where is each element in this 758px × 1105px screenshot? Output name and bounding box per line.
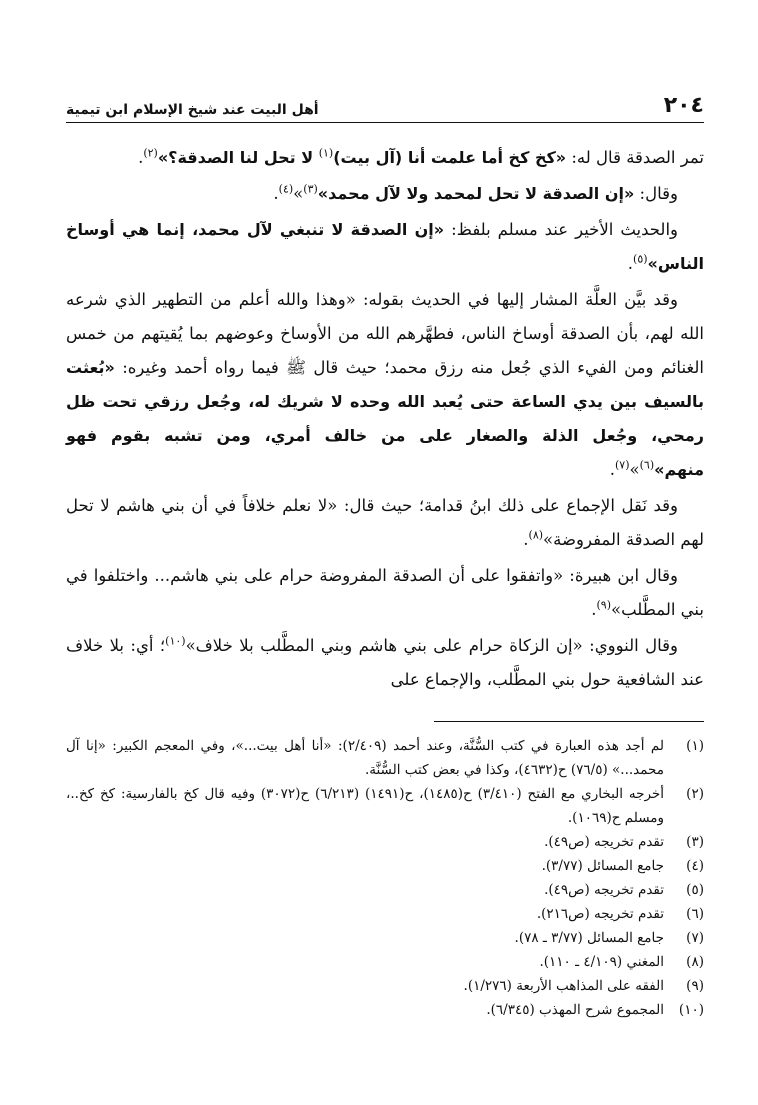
text-run: والحديث الأخير عند مسلم بلفظ: — [444, 220, 679, 239]
footnote-text: جامع المسائل (٣/٧٧). — [541, 858, 664, 874]
footnote — [66, 830, 704, 854]
footnote-ref: (٣) — [303, 182, 318, 196]
hadith-quote: «إن الصدقة لا تنبغي لآل محمد، إنما هي أوساخ الناس» — [66, 220, 704, 273]
text-run: » — [629, 460, 640, 479]
footnote — [66, 974, 704, 998]
text-run: . — [523, 530, 529, 549]
footnote — [66, 734, 704, 782]
text-run: ؛ أي: بلا خلاف عند الشافعية حول بني المطَّلب، والإجماع على — [66, 636, 704, 689]
text-run: وقال النووي: «إن الزكاة حرام على بني هاشم وبني المطَّلب بلا خلاف» — [185, 636, 679, 655]
text-run: » — [293, 184, 304, 203]
footnote-ref: (١٠) — [165, 634, 186, 648]
text-run: . — [591, 600, 597, 619]
footnote-number: (٦) — [686, 906, 704, 922]
footnote-text: الفقه على المذاهب الأربعة (١/٢٧٦). — [463, 978, 664, 994]
running-title: أهل البيت عند شيخ الإسلام ابن تيمية — [66, 102, 319, 118]
page-number: ٢٠٤ — [663, 93, 704, 118]
hadith-quote: «كخ كخ أما علمت أنا (آل بيت) — [333, 148, 567, 167]
text-run: . — [627, 254, 634, 273]
footnote-ref: (٨) — [528, 528, 544, 542]
text-run: وقد بيَّن العلَّة المشار إليها في الحديث بقوله: «وهذا والله أعلم من التطهير الذي شرعه الله لهم، بأن الصدقة أوساخ الناس، فطهَّرهم الله من الأوساخ وعوضهم بما يُقيتهم من خمس الغنائم ومن الفيء الذي جُعل منه رزق محمد؛ حيث قال ﷺ فيما رواه أحمد وغيره: — [66, 290, 704, 377]
main-text — [66, 141, 704, 697]
footnote-number: (٢) — [686, 786, 704, 802]
footnote-number: (٩) — [686, 978, 704, 994]
paragraph — [66, 629, 704, 697]
paragraph — [66, 283, 704, 487]
footnote-ref: (٧) — [614, 458, 630, 472]
hadith-quote: «بُعثت بالسيف بين يدي الساعة حتى يُعبد الله وحده لا شريك له، وجُعل رزقي تحت ظل رمحي، وجُعل الذلة والصغار على من خالف أمري، ومن تشبه بقوم فهو منهم» — [66, 358, 704, 479]
paragraph — [66, 489, 704, 557]
text-run: وقال: — [634, 184, 678, 203]
footnote-number: (١٠) — [678, 1002, 704, 1018]
hadith-quote: لا تحل لنا الصدقة؟» — [157, 148, 319, 167]
footnote-ref: (١) — [318, 146, 334, 160]
footnotes-list — [66, 734, 704, 1022]
footnote-text: تقدم تخريجه (ص٤٩). — [544, 882, 664, 898]
footnote-text: المغني (٤/١٠٩ ـ ١١٠). — [539, 954, 664, 970]
paragraph — [66, 559, 704, 627]
footnote — [66, 878, 704, 902]
footnote-number: (٨) — [686, 954, 704, 970]
footnote-ref: (٢) — [143, 146, 158, 160]
footnote-number: (٥) — [686, 882, 704, 898]
text-run: وقد نَقل الإجماع على ذلك ابنُ قدامة؛ حيث قال: «لا نعلم خلافاً في أن بني هاشم لا تحل لهم الصدقة المفروضة» — [66, 496, 704, 549]
footnote-text: تقدم تخريجه (ص٢١٦). — [536, 906, 664, 922]
footnote-text: تقدم تخريجه (ص٤٩). — [544, 834, 664, 850]
text-run: تمر الصدقة قال له: — [566, 148, 704, 167]
footnote-text: جامع المسائل (٣/٧٧ ـ ٧٨). — [514, 930, 664, 946]
paragraph — [66, 213, 704, 281]
footnote-divider — [434, 721, 704, 722]
text-run: . — [138, 148, 144, 167]
footnote-ref: (٥) — [633, 252, 648, 266]
footnote — [66, 782, 704, 830]
footnote-text: أخرجه البخاري مع الفتح (٣/٤١٠) ح(١٤٨٥)، ح(١٤٩١) (٦/٢١٣) ح(٣٠٧٢) وفيه قال كخ بالفارسية: كخ كخ..، ومسلم ح(١٠٦٩). — [66, 786, 665, 826]
text-run: . — [273, 184, 279, 203]
paragraph — [66, 141, 704, 175]
page-header — [66, 88, 704, 118]
footnote-number: (٣) — [686, 834, 704, 850]
footnote — [66, 926, 704, 950]
header-divider — [66, 122, 704, 123]
footnote — [66, 998, 704, 1022]
footnote-text: المجموع شرح المهذب (٦/٣٤٥). — [486, 1002, 664, 1018]
footnote — [66, 854, 704, 878]
footnote — [66, 950, 704, 974]
paragraph — [66, 177, 704, 211]
footnote-ref: (٤) — [278, 182, 294, 196]
text-run: . — [609, 460, 615, 479]
footnote-number: (٤) — [686, 858, 704, 874]
footnote-number: (١) — [686, 738, 704, 754]
footnote-text: لم أجد هذه العبارة في كتب السُّنَّة، وعند أحمد (٢/٤٠٩): «أنا أهل بيت...»، وفي المعجم الكبير: «إنا آل محمد...» (٧٦/٥) ح(٤٦٣٢)، وكذا في بعض كتب السُّنَّة. — [66, 738, 664, 778]
hadith-quote: «إن الصدقة لا تحل لمحمد ولا لآل محمد» — [317, 184, 635, 203]
footnote-ref: (٦) — [639, 458, 655, 472]
book-page — [66, 88, 704, 1022]
text-run: وقال ابن هبيرة: «واتفقوا على أن الصدقة المفروضة حرام على بني هاشم... واختلفوا في بني المطَّلب» — [66, 566, 704, 619]
footnote — [66, 902, 704, 926]
footnote-ref: (٩) — [596, 598, 611, 612]
footnote-number: (٧) — [686, 930, 704, 946]
